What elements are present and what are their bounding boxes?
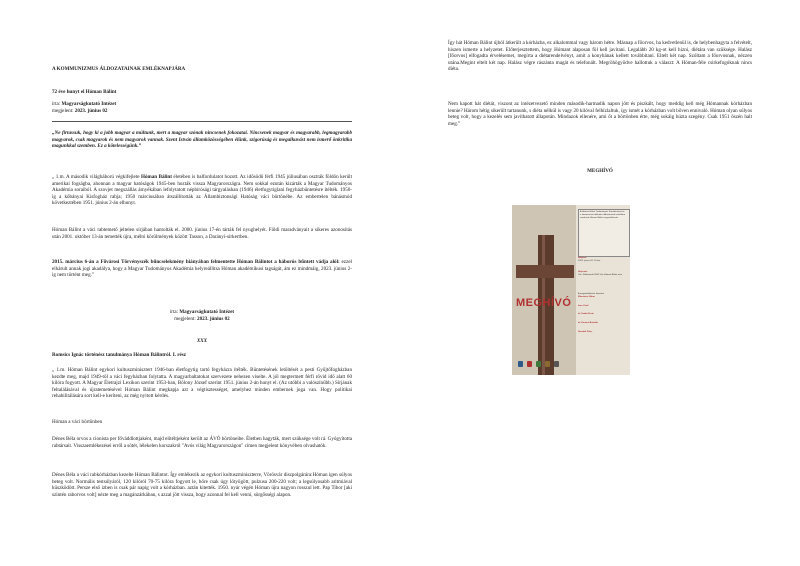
card-speakers <box>578 293 628 334</box>
logo-icon <box>554 361 559 367</box>
paragraph-7: Dénes Béla a váci rabkórházban kezelte Hóman Bálintot. Így emlékezik az egykori kultuszminiszterre, Vörösvár diszpolgárára:Hóman igen súlyos beteg volt. Normális testsúlyáról, 120 kilóról 70-75 kilóra fogyott le, bőre csak úgy lötyögött, pulzusa 200-220 volt; a legsúlyosabb aritmiával küszködött. Persze első izben is csak pár napig volt a kórházban. aztán kitették. 1950. nyár végén Hóman újra nagyon rosszul lett. Pap Tibor [aki szintén raborvos volt] nézte meg a magánzárkában, s azzal jött vissza, hogy azonnal fel kell venni, sürgősségi alapon. <box>52 472 352 498</box>
pub-date: 2023. június 02 <box>74 107 108 114</box>
pub2-prefix: megjelent: <box>174 315 198 322</box>
card-speaker-title: A megemlékezést köszönti <box>578 293 604 295</box>
card-speaker-1: Mészáros Gábor <box>578 295 596 298</box>
paragraph-5: Hóman a váci börtönben <box>52 419 103 425</box>
pub-prefix: megjelent: <box>52 107 75 114</box>
paragraph-6: Dénes Béla orvos a cionista per főváddlottjaként, majd elítéltjeként került az ÁVÓ börtöneibe. Életben hagyták, mert szüksége volt rá. Gyógyította rabtársait. Visszaemlékezései erről a sötét, lélekelen korszakról "Avós világ Magyarországon" címen megjelent könyvében olvashatók. <box>52 436 352 449</box>
card-speaker-5: Horváth Péter <box>578 330 593 333</box>
logo-icon <box>527 361 532 367</box>
card-speaker-3: dr. Szabó Ervin <box>578 313 594 316</box>
card-speaker-4: dr. Kovács Borbála <box>578 322 598 325</box>
card-place-value: Vác, Rabtemető 2600 Vác Hóman Bálint utca <box>578 273 623 276</box>
subtitle: 72 éve hunyt el Hóman Bálint <box>52 89 117 95</box>
card-place <box>578 271 628 277</box>
para1-rest: életében is balfordulatot hozott. Az idősödő férfi 1945 júliusában osztrák földön került amerikai fogságba, ahonnan a magyar hatóságok 1945-ben hozták vissza Magyarországra. Nem sokkal ezután kizárták a Magyar Tudományos Akadémia soraiból. A szovjet megszállás árnyékában lefolytatott népbírósági tárgyaláshan (1946) életfogytiglani fegyházbüntetésre ítélték. 1950-ig a kőbányai Kisfogház rabja; 1950 márciusában átszállították az Állambiztonsági Hatóság váci börtönébe. Az embertelen bánásmód következtében 1951. június 2-án elhunyt. <box>52 174 352 207</box>
right-paragraph-2: Nem kapott hát diétát, viszont az intézetvezető minden második-harmadik napon jött és piszkált, hogy meddig kell még Hómannak kórházban lennie? Három hétig sikerült tartanunk, s diéta nélkül is vagy 20 kilóval felhízlaltuk, így ismét a kórházban volt bőven ennivaló. Hóman olyan súlyos beteg volt, hogy a kezelés sem javíthatott állapotán. Mindazok ellenére, ami őt a börtönben érte, még sokáig húzta szegény. Csak 1951 őszén halt meg.” <box>448 101 752 127</box>
card-place-label: Helyszín: <box>578 271 588 273</box>
header-title: A KOMMUNIZMUS ÁLDOZATAINAK EMLÉKNAPJÁRA <box>52 66 186 72</box>
divider <box>52 121 352 122</box>
byline-prefix: írta: <box>52 101 62 107</box>
byline-author: Magyarságkutató Intézet <box>61 101 117 107</box>
paragraph-3 <box>52 259 352 279</box>
separator: XXX <box>196 338 208 344</box>
para1-prefix: „ 1.m. A második világháború végkifejlete <box>52 174 141 180</box>
card-time-value: 2023. június 02. 10 óra <box>578 259 601 262</box>
logo-icon <box>536 361 541 367</box>
para3-bold: 2015. március 6-án a Fővárosi Törvényszék bűncselekmény hiányában felmentette Hóman Bálintot a háborús bűntett vádja alól: <box>52 259 340 265</box>
logo-icon <box>545 361 550 367</box>
invitation-heading: MEGHÍVÓ <box>587 168 613 174</box>
pub2-date: 2023. június 02 <box>197 315 230 322</box>
card-time <box>578 257 628 263</box>
paragraph-2: Hóman Bálint a váci rabtemető jeltelen sírjában hantolták el. 2000. június 17-én tárták fel nyughelyét. Földi maradványait a sikeres azonosítás után 2001. október 13-án temették újra, méltó körülmények között Tasson, a Darányi-sírkertben. <box>52 227 352 240</box>
part-title: Romsics Ignác történész tanulmánya Hóman Bálintról. I. rész <box>52 352 186 358</box>
quote: „Ne firtassuk, hogy ki a jobb magyar a múltunk, mert a magyar szónak nincsenek fokozatai. Nincsenek magyar és magyarabb, legmagyarabb magyarok, csak magyarok és nem magyarok vannak. Szent István államközösségében élünk, szigorúság és megalkuvást nem ismerő önkritika magunkkal szemben. Ez a kötelességünk.” <box>52 130 352 150</box>
byline2-prefix: írta: <box>169 309 180 315</box>
cross-arm <box>516 265 574 278</box>
byline-1 <box>52 101 352 114</box>
card-title: MEGHÍVÓ <box>516 297 572 309</box>
para1-name: Hóman Bálint <box>140 174 172 180</box>
card-top-text: A Hóman Bálint Tudományos Kutatóintézet és a kommunista diktatúra áldozatainak emlékére rendezett Hóman Bálint megemlékezés <box>580 211 626 219</box>
paragraph-1 <box>52 174 352 207</box>
right-paragraph-1: Így hát Hóman Bálint újból átkerült a kórházba, ez alkalommal vagy három hétre. Másnap a főorvos, ha kedvetlenül is, de helybenhagyta a felvételt, hiszen ismerte a helyzetet. Előterjesztettem, hogy Hómant alaposan föl kell javítani. Legalább 20 kg-ot kell hízni, diétára van szüksége. Halász [főorvos] elfogadta érvelésemet, megírta a diétarendelvényt, amit a konyhának kellett továbbítani. Eltelt két nap. Szóltam a főorvosnak, nézzen utána.Megint eltelt két nap. Halász végre rászánta magát és telefonált. Megröhögyödve hallottuk a választ: A Hóman-féle csirkefogóknak nincs diéta. <box>448 40 752 73</box>
card-time-label: Időpont: <box>578 257 587 259</box>
byline2-author: Magyarságkutató Intézet <box>179 309 235 315</box>
para3-rest: ezzel elhárult annak jogi akadálya, hogy a Magyar Tudományos Akadémia helyreállítsa Hóman akadémikusi tagságát, ám ez mindmáig, 2023. június 2-ig nem történt meg.” <box>52 259 352 279</box>
paragraph-4: „ 1.m. Hóman Bálint egykori kultuszminisztert 1946-ban életfogytig tartó fegyházra ítélték. Büntetésének letöltését a pesti Gyűjtőfogházban kezdte meg, majd 1949-től a váci fegyházban folytatta. A magyarbaltatokat szervezete nehezen viselte. A jól megtermett férfi rövid idő alatt 60 kilóra fogyott. A Magyar Életrajzi Lexikon szerint 1953-ban, Bólony József szerint 1951. június 2-án hunyt el. (Az utóbbi a valószínűbb.) Sírjának feltalálásával és újratemetésével Hóman Bálint megkapja azt a végtisztességet, amelyhez minden embernek joga van. Hogy politikai rehabilitálására sort kell-e keríteni, az még nyitott kérdés. <box>52 367 352 400</box>
invitation-card-image <box>512 205 630 375</box>
logo-icon <box>518 361 523 367</box>
card-speaker-2: Imre Zsolt <box>578 304 589 307</box>
byline-2 <box>52 309 352 322</box>
card-logos <box>518 361 574 369</box>
